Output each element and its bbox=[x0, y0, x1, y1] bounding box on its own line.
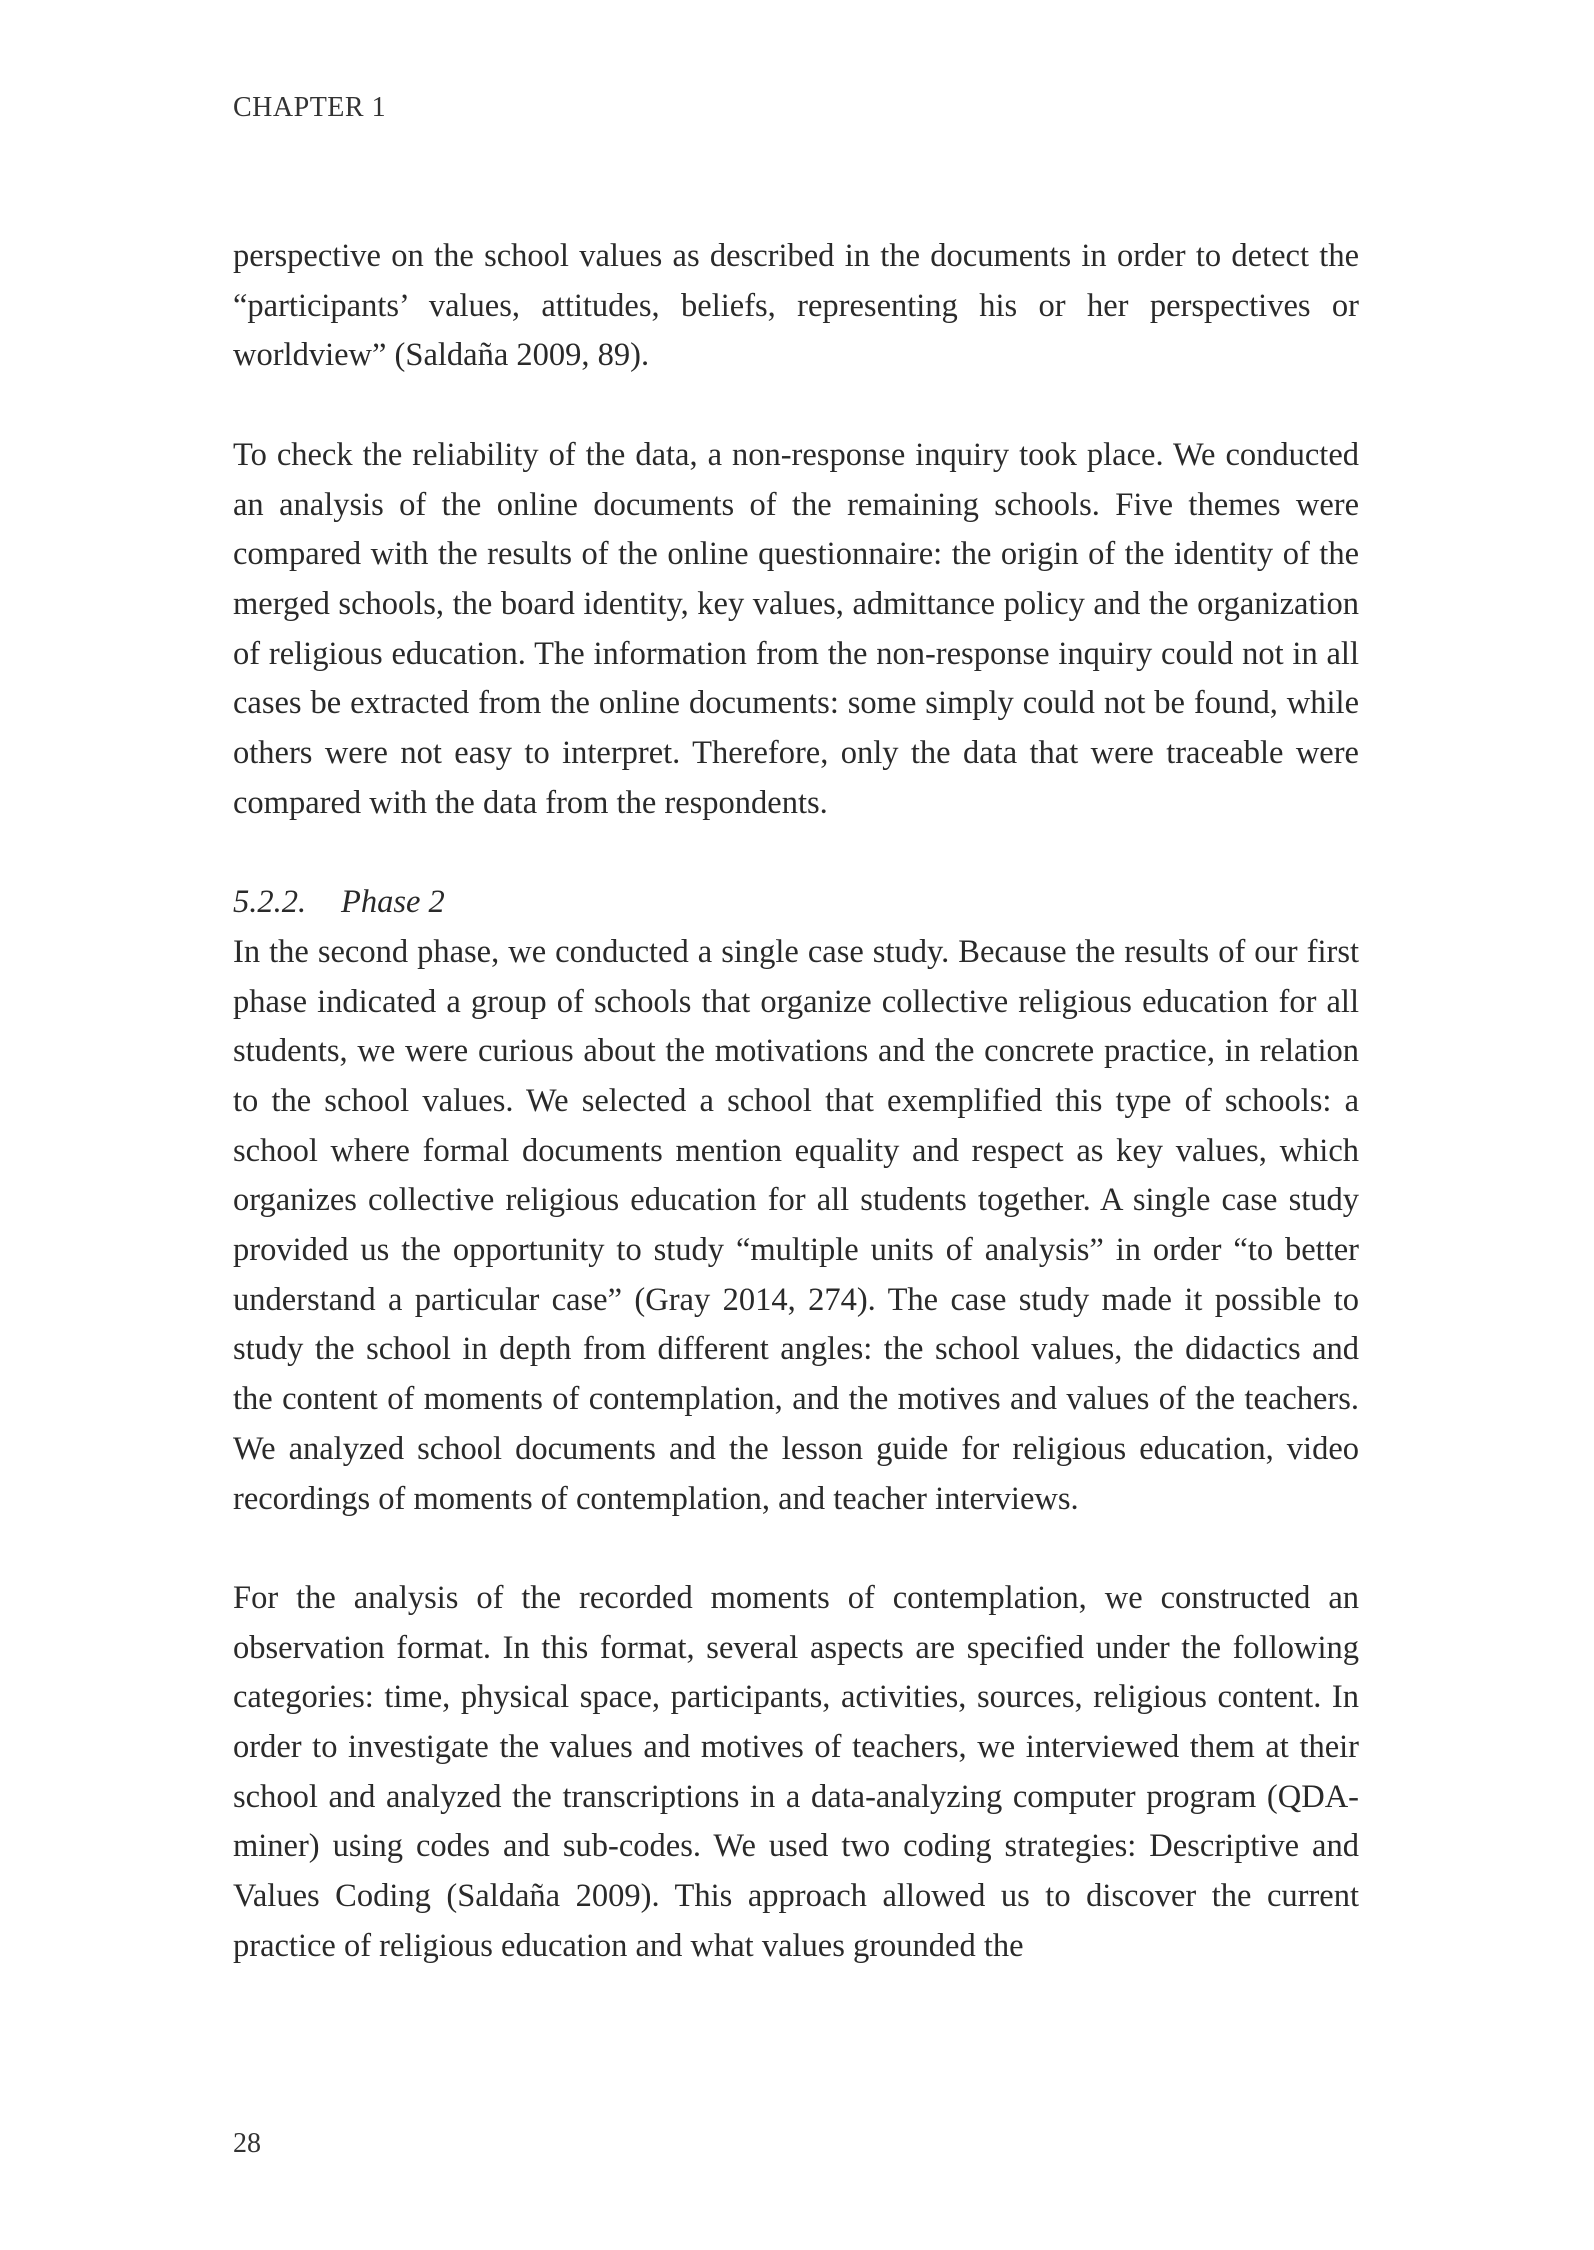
paragraph-spacer bbox=[233, 381, 1359, 431]
section-heading bbox=[233, 878, 1359, 928]
paragraph-2: To check the reliability of the data, a non-response inquiry took place. We conducted an analysis of the online documents of the remaining schools. Five themes were compared with the results of the online questionnaire: the origin of the identity of the merged schools, the board identity, key values, admittance policy and the organization of religious education. The information from the non-response inquiry could not in all cases be extracted from the online documents: some simply could not be found, while others were not easy to interpret. Therefore, only the data that were traceable were compared with the data from the respondents. bbox=[233, 436, 1359, 821]
section-number: 5.2.2. bbox=[233, 884, 307, 921]
body-text bbox=[233, 232, 1359, 1972]
paragraph-3: In the second phase, we conducted a single case study. Because the results of our first phase indicated a group of schools that organize collective religious education for all students, we were curious about the motivations and the concrete practice, in relation to the school values. We selected a school that exemplified this type of schools: a school where formal documents mention equality and respect as key values, which organizes collective religious education for all students together. A single case study provided us the opportunity to study “multiple units of analysis” in order “to better understand a particular case” (Gray 2014, 274). The case study made it possible to study the school in depth from different angles: the school values, the didactics and the content of moments of contemplation, and the motives and values of the teachers. We analyzed school documents and the lesson guide for religious education, video recordings of moments of contemplation, and teacher interviews. bbox=[233, 933, 1359, 1517]
paragraph-1: perspective on the school values as described in the documents in order to detect the “participants’ values, attitudes, beliefs, representing his or her perspectives or worldview” (Saldaña 2009, 89). bbox=[233, 238, 1359, 374]
section-title: Phase 2 bbox=[341, 884, 445, 921]
page-number: 28 bbox=[233, 2128, 261, 2159]
paragraph-4: For the analysis of the recorded moments of contemplation, we constructed an observation format. In this format, several aspects are specified under the following categories: time, physical space, participants, activities, sources, religious content. In order to investigate the values and motives of teachers, we interviewed them at their school and analyzed the transcriptions in a data-analyzing computer program (QDA-miner) using codes and sub-codes. We used two coding strategies: Descriptive and Values Coding (Saldaña 2009). This approach allowed us to discover the current practice of religious education and what values grounded the bbox=[233, 1579, 1359, 1964]
running-head: CHAPTER 1 bbox=[233, 92, 387, 123]
paragraph-spacer bbox=[233, 1524, 1359, 1574]
paragraph-spacer bbox=[233, 828, 1359, 878]
